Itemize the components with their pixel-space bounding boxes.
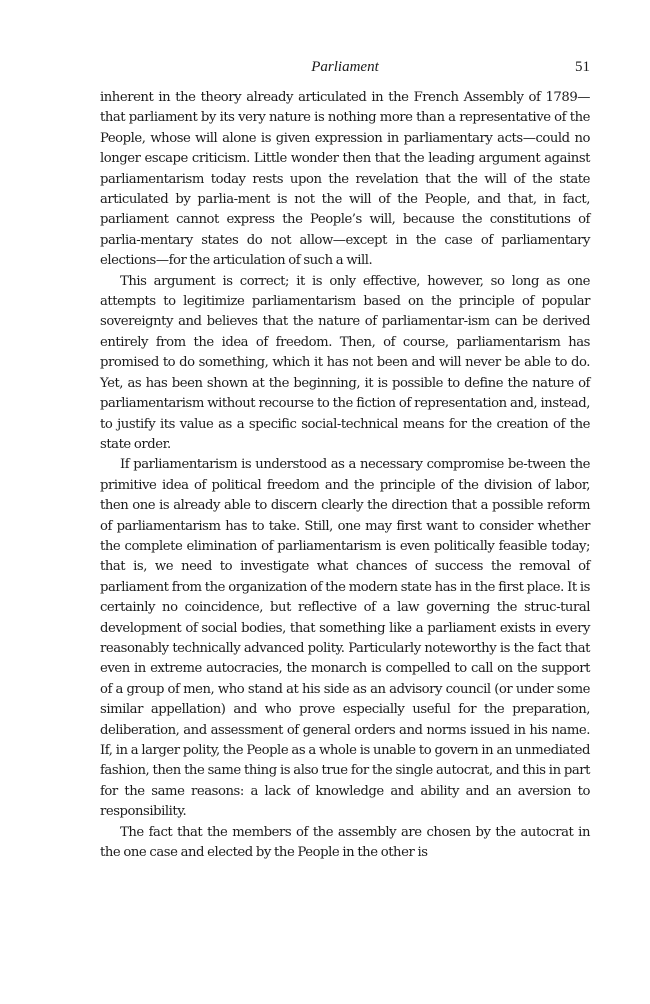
paragraph-1: inherent in the theory already articulated in the French Assembly of 1789—that parliament by its very nature is nothing more than a representative of the People, whose will alone is given expression in parliamentary acts—could no longer escape criticism. Little wonder then that the leading argument against parliamentarism today rests upon the revelation that the will of the state articulated by parlia-ment is not the will of the People, and that, in fact, parliament cannot express the People’s will, because the constitutions of parlia-mentary states do not allow—except in the case of parliamentary elections—for the articulation of such a will. (100, 90, 590, 269)
running-head (100, 56, 590, 78)
body-text (100, 88, 590, 863)
paragraph-3: If parliamentarism is understood as a necessary compromise be-tween the primitive idea of political freedom and the principle of the division of labor, then one is already able to discern clearly the direction that a possible reform of parliamentarism has to take. Still, one may first want to consider whether the complete elimination of parliamentarism is even politically feasible today; that is, we need to investigate what chances of success the removal of parliament from the organization of the modern state has in the first place. It is certainly no coincidence, but reflective of a law governing the struc-tural development of social bodies, that something like a parliament exists in every reasonably technically advanced polity. Particularly noteworthy is the fact that even in extreme autocracies, the monarch is compelled to call on the support of a group of men, who stand at his side as an advisory council (or under some similar appellation) and who prove especially useful for the preparation, deliberation, and assessment of general orders and norms issued in his name. If, in a larger polity, the People as a whole is unable to govern in an unmediated fashion, then the same thing is also true for the single autocrat, and this in part for the same reasons: a lack of knowledge and ability and an aversion to responsibility. (100, 457, 590, 820)
paragraph-4: The fact that the members of the assembly are chosen by the autocrat in the one case and elected by the People in the other is (100, 824, 590, 861)
running-title: Parliament (311, 59, 379, 75)
page-number: 51 (575, 59, 590, 75)
paragraph-2: This argument is correct; it is only effective, however, so long as one attempts to legitimize parliamentarism based on the principle of popular sovereignty and believes that the nature of parliamentar-ism can be derived entirely from the idea of freedom. Then, of course, parliamentarism has promised to do something, which it has not been and will never be able to do. Yet, as has been shown at the beginning, it is possible to define the nature of parliamentarism without recourse to the fiction of representation and, instead, to justify its value as a specific social-technical means for the creation of the state order. (100, 273, 590, 452)
